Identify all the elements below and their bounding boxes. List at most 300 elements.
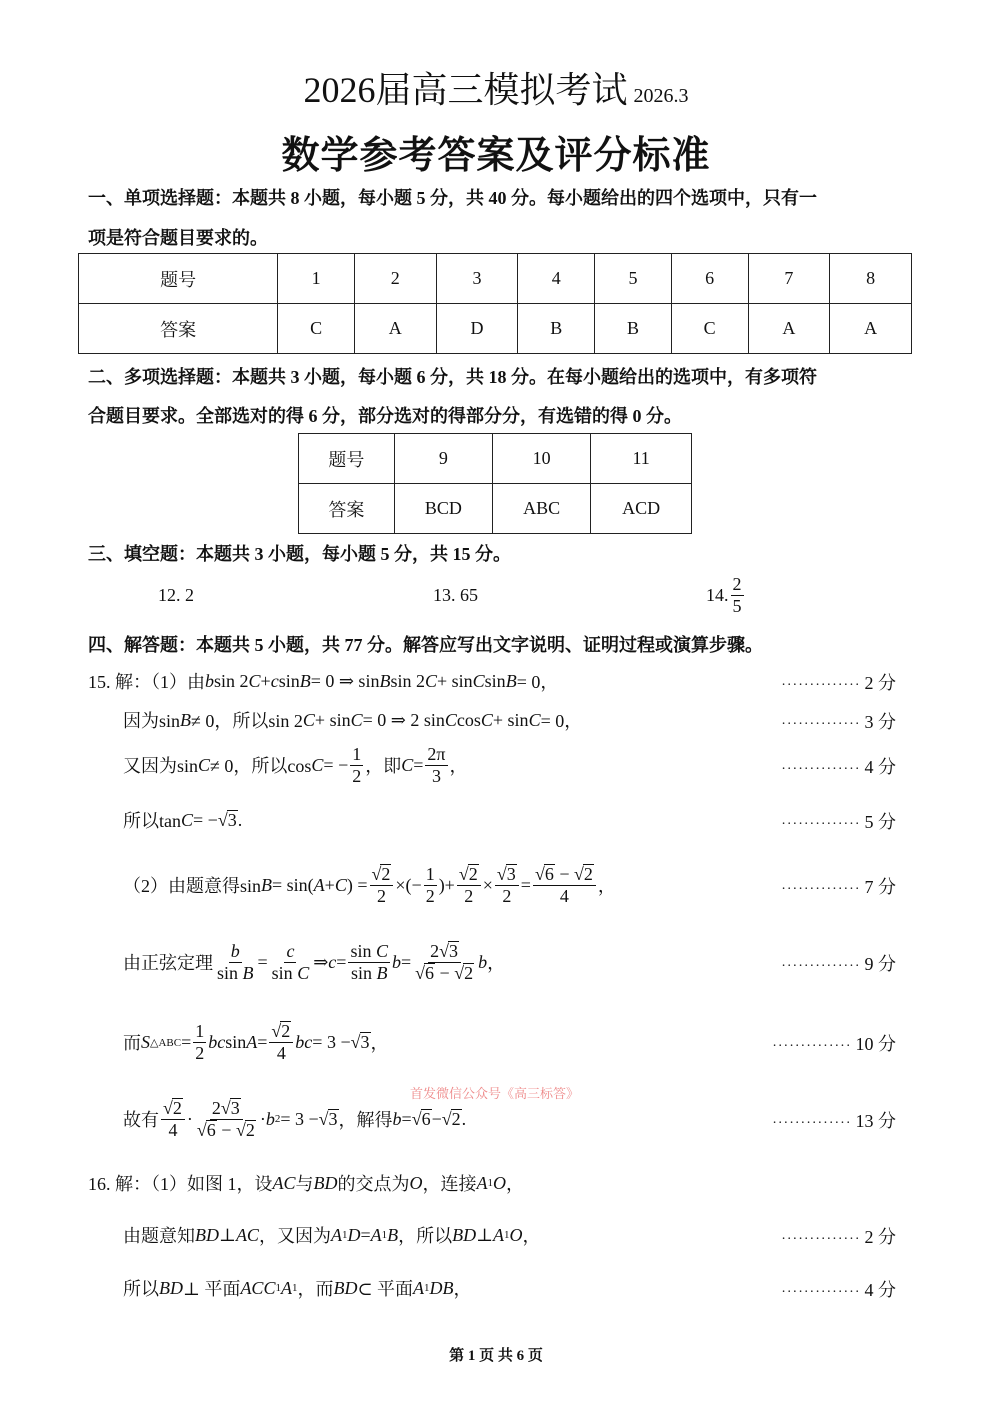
math-variable: A — [330, 1224, 342, 1245]
score-points: 10 分 — [855, 1034, 896, 1054]
square-root — [236, 1120, 256, 1141]
question-number-cell: 8 — [830, 254, 912, 304]
square-root — [459, 864, 479, 885]
radicand: 3 — [227, 809, 237, 830]
question-number-cell: 9 — [394, 434, 492, 484]
fraction — [425, 744, 447, 786]
math-variable: b — [265, 1108, 275, 1129]
leader-dots: ·············· — [772, 1039, 852, 1054]
denominator — [430, 766, 443, 787]
denominator — [193, 1043, 206, 1064]
numerator — [193, 1021, 206, 1043]
denominator — [413, 963, 476, 984]
square-root — [197, 1120, 217, 1141]
fraction — [270, 941, 312, 983]
radical-sign-icon: √ — [454, 962, 465, 983]
math-variable: C — [472, 670, 485, 691]
radical-sign-icon: √ — [458, 863, 469, 884]
fraction — [731, 574, 744, 616]
math-variable: ACC — [240, 1277, 276, 1298]
radicand: 3 — [360, 1031, 370, 1052]
numerator — [269, 1021, 293, 1043]
math-variable: B — [379, 670, 391, 691]
table-row — [79, 254, 912, 304]
answer-cell: BCD — [394, 484, 492, 534]
subscript: 1 — [487, 1177, 494, 1189]
math-variable: A — [370, 1224, 382, 1245]
fraction — [413, 941, 476, 984]
math-text: ⊥ — [219, 1224, 236, 1245]
square-root — [535, 864, 555, 885]
score-marker — [781, 1276, 896, 1302]
math-text: 的交点为 — [337, 1174, 410, 1194]
score-marker — [781, 950, 896, 976]
math-variable: C — [248, 670, 261, 691]
fraction — [495, 864, 519, 906]
score-points: 3 分 — [864, 712, 896, 732]
denominator — [558, 886, 571, 907]
math-text: ， — [597, 876, 616, 896]
square-root — [454, 963, 474, 984]
math-text: = sin( — [272, 874, 314, 895]
math-variable: C — [334, 874, 347, 895]
math-text: · — [259, 1108, 266, 1129]
math-text: . — [461, 1108, 467, 1129]
answer-cell: A — [354, 304, 436, 354]
solution-line — [123, 932, 505, 992]
answer-cell: A — [830, 304, 912, 354]
radicand: 2 — [281, 1020, 291, 1041]
math-text: = — [181, 1031, 192, 1052]
leader-dots: ·············· — [781, 678, 861, 693]
radical-sign-icon: √ — [534, 863, 545, 884]
math-text: − — [435, 962, 455, 983]
radical-sign-icon: √ — [318, 1108, 329, 1129]
math-text: ×(− — [395, 874, 422, 895]
math-text: ， — [453, 1279, 472, 1299]
math-text: )+ — [438, 874, 455, 895]
radicand: 6 — [425, 962, 435, 983]
math-text: − — [216, 1119, 236, 1140]
score-points: 2 分 — [864, 1227, 896, 1247]
question-number-cell: 6 — [671, 254, 748, 304]
answer-cell: C — [278, 304, 355, 354]
math-text: 2 — [502, 885, 512, 906]
title-text: 2026届高三模拟考试 — [303, 70, 628, 110]
radical-sign-icon: √ — [441, 1108, 452, 1129]
denominator — [275, 1043, 288, 1064]
numerator — [424, 864, 437, 886]
math-text: 3 — [431, 765, 441, 786]
math-variable: b — [391, 951, 401, 972]
math-text: （2）由题意得sin — [123, 876, 262, 896]
math-text: cos — [456, 709, 481, 730]
math-text: 2 — [195, 1042, 205, 1063]
math-variable: BD — [452, 1224, 477, 1245]
subscript: 1 — [424, 1282, 430, 1294]
math-variable: B — [376, 962, 388, 983]
math-text: = 0 ⇒ sin — [310, 670, 380, 691]
math-variable: D — [347, 1224, 361, 1245]
math-text: 16. 解：（1）如图 1，设 — [88, 1174, 273, 1194]
math-text: · — [186, 1108, 193, 1129]
numerator — [457, 864, 481, 886]
answer-cell: B — [595, 304, 672, 354]
math-variable: c — [286, 940, 295, 961]
radical-sign-icon: √ — [496, 863, 507, 884]
fraction — [348, 941, 390, 983]
numerator — [348, 941, 390, 963]
math-variable: C — [350, 709, 363, 730]
math-text: sin — [217, 962, 243, 983]
math-text: + sin — [492, 709, 529, 730]
math-text: = 0 ⇒ 2 sin — [362, 709, 445, 730]
math-text: = − — [193, 809, 218, 830]
radicand: 6 — [544, 863, 554, 884]
table-row — [299, 434, 692, 484]
square-root — [319, 1109, 339, 1130]
math-variable: A — [476, 1172, 488, 1193]
math-text: = 0， — [540, 711, 583, 731]
answer-cell: B — [518, 304, 595, 354]
fraction — [161, 1098, 185, 1140]
section1-instructions-cont: 项是符合题目要求的。 — [88, 228, 268, 248]
denominator — [349, 963, 390, 984]
math-text: = — [413, 754, 424, 775]
math-text: 与 — [295, 1174, 314, 1194]
square-root — [574, 864, 594, 885]
math-text: 2 — [211, 1097, 221, 1118]
math-text: ，又因为 — [258, 1226, 331, 1246]
math-text: 1 — [352, 743, 362, 764]
math-text: ， — [449, 756, 468, 776]
math-text: . — [237, 809, 243, 830]
math-variable: C — [375, 940, 388, 961]
math-text: 2π — [427, 743, 446, 764]
exam-title — [0, 62, 992, 113]
numerator — [284, 941, 296, 963]
single-choice-answer-table — [78, 253, 912, 354]
radical-sign-icon: √ — [371, 863, 382, 884]
question-number-cell: 5 — [595, 254, 672, 304]
section1-instructions: 一、单项选择题：本题共 8 小题，每小题 5 分，共 40 分。每小题给出的四个选项中，只有一 — [88, 188, 817, 208]
math-variable: B — [387, 1224, 399, 1245]
question-number-cell: 10 — [493, 434, 591, 484]
math-variable: AC — [235, 1224, 259, 1245]
score-marker — [781, 1223, 896, 1249]
math-text: = — [400, 951, 412, 972]
score-points: 5 分 — [864, 812, 896, 832]
math-text: − — [431, 1108, 442, 1129]
math-text: ，所以 — [398, 1226, 453, 1246]
fraction — [193, 1021, 206, 1063]
subscript: 1 — [291, 1282, 298, 1294]
math-text: + — [324, 874, 335, 895]
denominator — [375, 886, 388, 907]
score-points: 13 分 — [855, 1111, 896, 1131]
math-text: ， — [522, 1226, 541, 1246]
radical-sign-icon: √ — [163, 1097, 173, 1118]
watermark: 首发微信公众号《高三标答》 — [410, 1086, 580, 1101]
solution-line — [123, 790, 242, 850]
math-text: sin — [350, 940, 376, 961]
math-text: 因为sin — [123, 711, 181, 731]
math-text: = — [257, 951, 268, 972]
math-text: = 0， — [516, 672, 559, 692]
radical-sign-icon: √ — [415, 962, 426, 983]
score-marker — [772, 1030, 896, 1056]
math-variable: bc — [295, 1031, 313, 1052]
denominator — [215, 963, 256, 984]
radical-sign-icon: √ — [573, 863, 584, 884]
math-variable: BD — [313, 1172, 338, 1193]
square-root — [412, 1109, 432, 1130]
leader-dots: ·············· — [781, 959, 861, 974]
math-text: = — [257, 1031, 268, 1052]
math-text: 由正弦定理 — [123, 953, 213, 973]
math-variable: S — [141, 1031, 150, 1052]
math-text: = 3 − — [312, 1031, 351, 1052]
numerator — [210, 1098, 243, 1120]
math-variable: BD — [159, 1277, 183, 1298]
score-points: 9 分 — [864, 954, 896, 974]
fraction — [533, 864, 596, 906]
subscript: 1 — [341, 1229, 348, 1241]
math-variable: b — [392, 1108, 402, 1129]
math-text: ，即 — [365, 756, 402, 776]
math-text: ，解得 — [338, 1110, 393, 1130]
radicand: 2 — [451, 1108, 461, 1129]
square-root — [442, 1109, 462, 1130]
math-text: 4 — [168, 1119, 178, 1140]
subscript: △ABC — [150, 1036, 182, 1049]
math-text: sin 2 — [390, 670, 425, 691]
math-text: ⊂ 平面 — [357, 1279, 414, 1299]
solution-line — [123, 1258, 472, 1318]
math-text: + — [260, 670, 271, 691]
math-text: 故有 — [123, 1110, 159, 1130]
score-points: 4 分 — [864, 757, 896, 777]
radicand: 6 — [206, 1119, 216, 1140]
math-text: 又因为sin — [123, 756, 199, 776]
math-variable: B — [505, 670, 517, 691]
radicand: 3 — [230, 1097, 240, 1118]
math-text: 所以 — [123, 1279, 159, 1299]
solution-line — [88, 1153, 524, 1213]
section3-instructions: 三、填空题：本题共 3 小题，每小题 5 分，共 15 分。 — [88, 544, 511, 564]
math-text: = — [520, 874, 531, 895]
math-variable: C — [480, 709, 493, 730]
answer-14-label: 14. — [706, 584, 729, 605]
score-marker — [781, 873, 896, 899]
math-text: 由题意知 — [123, 1226, 195, 1246]
math-text: ≠ 0，所以cos — [210, 756, 312, 776]
answer-cell: A — [748, 304, 830, 354]
score-marker — [781, 708, 896, 734]
score-points: 7 分 — [864, 877, 896, 897]
math-text: 2 — [376, 885, 386, 906]
math-text: 而 — [123, 1033, 141, 1053]
radical-sign-icon: √ — [196, 1119, 207, 1140]
solution-line — [123, 855, 616, 915]
math-text: 2 — [430, 940, 440, 961]
math-text: × — [482, 874, 493, 895]
math-variable: b — [205, 670, 214, 691]
math-text: 15. 解：（1）由 — [88, 672, 205, 692]
math-text: ，而 — [297, 1279, 334, 1299]
math-variable: B — [242, 962, 254, 983]
math-text: = 3 − — [280, 1108, 319, 1129]
math-variable: C — [401, 754, 414, 775]
fraction — [269, 1021, 293, 1063]
square-root — [372, 864, 392, 885]
section4-instructions: 四、解答题：本题共 5 小题，共 77 分。解答应写出文字说明、证明过程或演算步骤。 — [88, 635, 763, 655]
leader-dots: ·············· — [781, 1232, 861, 1247]
radicand: 2 — [172, 1097, 182, 1118]
math-text: + sin — [314, 709, 351, 730]
denominator — [166, 1120, 179, 1141]
radicand: 2 — [583, 863, 593, 884]
math-text: = — [336, 951, 347, 972]
score-marker — [781, 808, 896, 834]
math-text: − — [554, 863, 574, 884]
math-variable: C — [181, 809, 194, 830]
subscript: 1 — [504, 1229, 510, 1241]
numerator: 2 — [732, 574, 742, 594]
math-text: sin — [278, 670, 300, 691]
leader-dots: ·············· — [781, 1285, 861, 1300]
leader-dots: ·············· — [781, 717, 861, 732]
question-number-cell: 4 — [518, 254, 595, 304]
question-number-cell: 11 — [591, 434, 692, 484]
radicand: 2 — [464, 962, 474, 983]
score-marker — [781, 753, 896, 779]
math-variable: A — [493, 1224, 505, 1245]
math-text: ⇒ — [313, 951, 329, 972]
leader-dots: ·············· — [781, 882, 861, 897]
row-header: 题号 — [79, 254, 278, 304]
fraction — [457, 864, 481, 906]
radicand: 6 — [421, 1108, 431, 1129]
subscript: 1 — [381, 1229, 388, 1241]
math-variable: C — [311, 754, 324, 775]
section2-instructions: 二、多项选择题：本题共 3 小题，每小题 6 分，共 18 分。在每小题给出的选项中，有多项符 — [88, 367, 817, 387]
math-variable: A — [313, 874, 325, 895]
math-text: = — [401, 1108, 412, 1129]
math-variable: O — [509, 1224, 523, 1245]
superscript: 2 — [274, 1113, 281, 1125]
math-variable: C — [424, 670, 437, 691]
math-text: 所以tan — [123, 811, 181, 831]
leader-dots: ·············· — [772, 1116, 852, 1131]
table-row — [299, 484, 692, 534]
math-variable: A — [280, 1277, 292, 1298]
math-variable: BD — [333, 1277, 358, 1298]
denominator — [424, 886, 437, 907]
radical-sign-icon: √ — [439, 940, 450, 961]
numerator — [161, 1098, 185, 1120]
question-number-cell: 1 — [278, 254, 355, 304]
radical-sign-icon: √ — [235, 1119, 246, 1140]
math-text: sin — [225, 1031, 247, 1052]
score-marker — [781, 669, 896, 695]
numerator — [428, 941, 461, 963]
answer-cell: ABC — [493, 484, 591, 534]
math-text: sin 2 — [214, 670, 249, 691]
answer-12: 12. 2 — [158, 585, 194, 605]
math-text: + sin — [436, 670, 473, 691]
math-text: 4 — [559, 885, 569, 906]
math-variable: AC — [272, 1172, 296, 1193]
numerator — [350, 744, 363, 766]
square-root — [439, 941, 459, 962]
math-text: ) = — [346, 874, 368, 895]
question-number-cell: 2 — [354, 254, 436, 304]
page-subtitle: 数学参考答案及评分标准 — [281, 135, 711, 177]
row-header: 题号 — [299, 434, 395, 484]
numerator — [533, 864, 596, 886]
math-variable: b — [478, 951, 488, 972]
table-row — [79, 304, 912, 354]
math-variable: DB — [429, 1277, 454, 1298]
math-text: ， — [370, 1033, 389, 1053]
radicand: 2 — [468, 863, 478, 884]
square-root — [351, 1032, 371, 1053]
math-text: ， — [487, 953, 506, 973]
radicand: 3 — [449, 940, 459, 961]
denominator — [350, 766, 363, 787]
denominator: 5 — [732, 595, 742, 616]
math-variable: c — [328, 951, 337, 972]
square-root — [163, 1098, 183, 1119]
radical-sign-icon: √ — [271, 1020, 282, 1041]
answer-13: 13. 65 — [433, 585, 478, 605]
radical-sign-icon: √ — [220, 1097, 231, 1118]
square-root — [271, 1021, 291, 1042]
solution-line — [123, 1012, 389, 1072]
page-number: 第 1 页 共 6 页 — [449, 1348, 543, 1364]
math-variable: A — [413, 1277, 425, 1298]
math-text: 2 — [352, 765, 362, 786]
fraction — [195, 1098, 258, 1141]
solution-line — [123, 1205, 541, 1265]
radical-sign-icon: √ — [411, 1108, 422, 1129]
question-number-cell: 7 — [748, 254, 830, 304]
math-text: ≠ 0，所以sin 2 — [191, 711, 303, 731]
exam-date: 2026.3 — [633, 85, 689, 107]
math-text: ⊥ — [476, 1224, 494, 1245]
square-root — [497, 864, 517, 885]
math-text: 2 — [464, 885, 474, 906]
math-variable: C — [297, 962, 310, 983]
math-variable: O — [493, 1172, 507, 1193]
numerator — [370, 864, 394, 886]
math-variable: A — [246, 1031, 258, 1052]
solution-line — [123, 735, 468, 795]
math-variable: B — [180, 709, 192, 730]
fraction — [350, 744, 363, 786]
answer-cell: C — [671, 304, 748, 354]
radical-sign-icon: √ — [350, 1031, 361, 1052]
numerator — [229, 941, 242, 963]
math-text: sin — [350, 962, 377, 983]
denominator — [270, 963, 312, 984]
square-root — [218, 810, 238, 831]
denominator — [462, 886, 475, 907]
math-text: 1 — [425, 863, 435, 884]
square-root — [221, 1098, 241, 1119]
math-text: = — [360, 1224, 371, 1245]
